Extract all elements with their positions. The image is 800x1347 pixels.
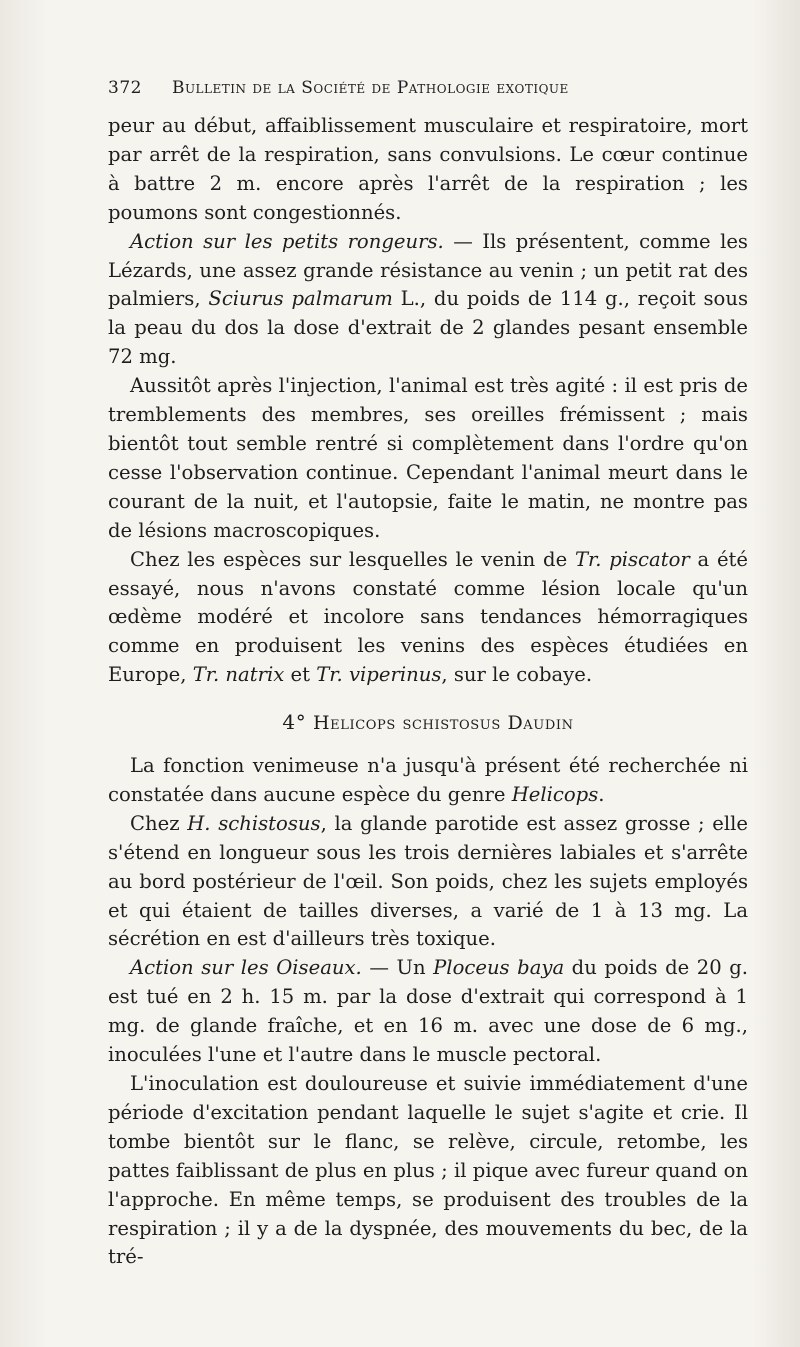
paragraph: Chez H. schistosus, la glande parotide est assez grosse ; elle s'étend en longueur sous les trois dernières labiales et s'arrête au bord postérieur de l'œil. Son poids, chez les sujets employés et qui étaient de tailles diverses, a varié de 1 à 13 mg. La sécrétion en est d'ailleurs très toxique. — [108, 811, 748, 951]
paragraph: peur au début, affaiblissement musculaire et respiratoire, mort par arrêt de la respiration, sans convulsions. Le cœur continue à battre 2 m. encore après l'arrêt de la respiration ; les poumons sont congestionnés. — [108, 114, 748, 224]
species-name: Tr. natrix — [192, 663, 285, 687]
page-body — [108, 112, 748, 1272]
page-number: 372 — [108, 78, 142, 98]
section-number: 4° — [282, 710, 307, 735]
paragraph-heading: Action sur les petits rongeurs. — [130, 229, 444, 253]
running-header — [108, 78, 708, 98]
species-name: Tr. piscator — [574, 547, 690, 571]
species-name: H. schistosus — [187, 811, 321, 835]
paragraph: Aussitôt après l'injection, l'animal est très agité : il est pris de tremblements des membres, ses oreilles frémissent ; mais bientôt tout semble rentré si complètement dans l'ordre qu'on cesse l'observation continue. Cependant l'animal meurt dans le courant de la nuit, et l'autopsie, faite le matin, ne montre pas de lésions macroscopiques. — [108, 374, 748, 542]
species-name: Sciurus palmarum — [208, 287, 393, 311]
paragraph: La fonction venimeuse n'a jusqu'à présent été recherchée ni constatée dans aucune espèce du genre Helicops. — [108, 754, 748, 806]
paragraph: Chez les espèces sur lesquelles le venin de Tr. piscator a été essayé, nous n'avons constaté comme lésion locale qu'un œdème modéré et incolore sans tendances hémorragiques comme en produisent les venins des espèces étudiées en Europe, Tr. natrix et Tr. viperinus, sur le cobaye. — [108, 547, 749, 687]
journal-title: Bulletin de la Société de Pathologie exotique — [171, 78, 569, 98]
section-name: Helicops schistosus Daudin — [312, 712, 574, 735]
species-name: Tr. viperinus — [316, 663, 442, 687]
species-name: Ploceus baya — [433, 956, 565, 980]
section-title — [108, 708, 748, 738]
paragraph: Action sur les Oiseaux. — Un Ploceus baya du poids de 20 g. est tué en 2 h. 15 m. par la dose d'extrait qui correspond à 1 mg. de glande fraîche, et en 16 m. avec une dose de 6 mg., inoculées l'une et l'autre dans le muscle pectoral. — [108, 956, 748, 1067]
genus-name: Helicops — [511, 782, 599, 806]
paragraph: Action sur les petits rongeurs. — Ils présentent, comme les Lézards, une assez grande résistance au venin ; un petit rat des palmiers, Sciurus palmarum L., du poids de 114 g., reçoit sous la peau du dos la dose d'extrait de 2 glandes pesant ensemble 72 mg. — [108, 229, 749, 369]
paragraph: L'inoculation est douloureuse et suivie immédiatement d'une période d'excitation pendant laquelle le sujet s'agite et crie. Il tombe bientôt sur le flanc, se relève, circule, retombe, les pattes faiblissant de plus en plus ; il pique avec fureur quand on l'approche. En même temps, se produisent des troubles de la respiration ; il y a de la dyspnée, des mouvements du bec, de la tré- — [108, 1072, 748, 1269]
paragraph-heading: Action sur les Oiseaux. — [130, 956, 362, 980]
